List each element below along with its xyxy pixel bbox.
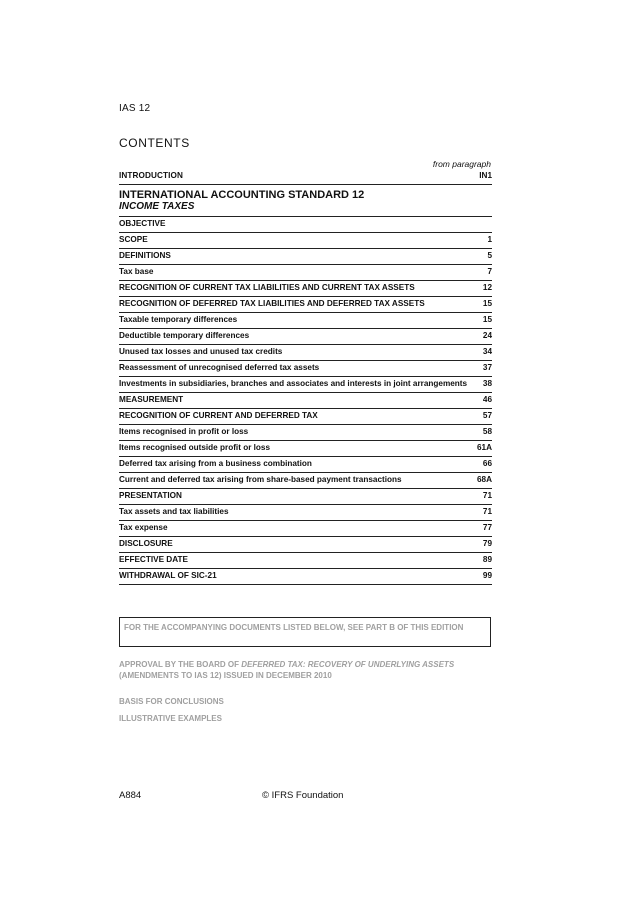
copyright: © IFRS Foundation <box>262 790 344 801</box>
toc-row[interactable] <box>119 249 492 265</box>
from-paragraph-label: from paragraph <box>432 159 491 169</box>
toc-label: MEASUREMENT <box>119 395 184 404</box>
toc-label: OBJECTIVE <box>119 219 166 228</box>
toc-label: Deferred tax arising from a business combination <box>119 459 312 468</box>
toc-paragraph: 89 <box>482 555 492 564</box>
toc-row[interactable] <box>119 233 492 249</box>
toc-paragraph: 79 <box>482 539 492 548</box>
toc-row[interactable] <box>119 537 492 553</box>
toc-paragraph: 99 <box>482 571 492 580</box>
toc-row[interactable] <box>119 457 492 473</box>
toc-row[interactable] <box>119 361 492 377</box>
illustrative-examples-entry[interactable]: ILLUSTRATIVE EXAMPLES <box>119 714 222 723</box>
toc-label: Deductible temporary differences <box>119 331 250 340</box>
approval-title: DEFERRED TAX: RECOVERY OF UNDERLYING ASSETS <box>241 660 455 669</box>
toc-row[interactable] <box>119 425 492 441</box>
basis-for-conclusions-entry[interactable]: BASIS FOR CONCLUSIONS <box>119 697 224 706</box>
toc-label: DISCLOSURE <box>119 539 173 548</box>
toc-row[interactable] <box>119 281 492 297</box>
contents-title: CONTENTS <box>119 136 190 150</box>
table-of-contents <box>119 169 492 585</box>
toc-row[interactable] <box>119 441 492 457</box>
toc-label: Tax expense <box>119 523 168 532</box>
toc-label: RECOGNITION OF CURRENT AND DEFERRED TAX <box>119 411 318 420</box>
toc-label: Current and deferred tax arising from share-based payment transactions <box>119 475 402 484</box>
toc-paragraph: 71 <box>482 491 492 500</box>
toc-paragraph: 58 <box>482 427 492 436</box>
toc-introduction[interactable] <box>119 169 492 185</box>
page-number: A884 <box>119 790 142 801</box>
toc-row[interactable] <box>119 409 492 425</box>
toc-label: Items recognised in profit or loss <box>119 427 249 436</box>
approval-entry[interactable] <box>119 660 459 681</box>
toc-label: PRESENTATION <box>119 491 182 500</box>
running-header: IAS 12 <box>119 103 151 114</box>
toc-paragraph: 46 <box>482 395 492 404</box>
toc-paragraph: 61A <box>476 443 492 452</box>
toc-paragraph: 12 <box>482 283 492 292</box>
toc-row[interactable] <box>119 553 492 569</box>
toc-row[interactable] <box>119 217 492 233</box>
toc-label: Items recognised outside profit or loss <box>119 443 271 452</box>
toc-paragraph: 66 <box>482 459 492 468</box>
toc-label: SCOPE <box>119 235 148 244</box>
standard-subtitle: INCOME TAXES <box>119 201 195 212</box>
toc-paragraph: 7 <box>487 267 492 276</box>
toc-paragraph: 34 <box>482 347 492 356</box>
toc-row[interactable] <box>119 521 492 537</box>
toc-paragraph: 77 <box>482 523 492 532</box>
approval-suffix: (AMENDMENTS TO IAS 12) ISSUED IN DECEMBER 2010 <box>119 670 332 680</box>
toc-row[interactable] <box>119 393 492 409</box>
toc-paragraph: 15 <box>482 315 492 324</box>
standard-title: INTERNATIONAL ACCOUNTING STANDARD 12 <box>119 189 365 201</box>
toc-paragraph: 57 <box>482 411 492 420</box>
toc-paragraph: IN1 <box>479 171 492 180</box>
toc-paragraph: 24 <box>482 331 492 340</box>
toc-label: RECOGNITION OF DEFERRED TAX LIABILITIES AND DEFERRED TAX ASSETS <box>119 299 425 308</box>
toc-paragraph: 1 <box>487 235 492 244</box>
toc-paragraph: 68A <box>476 475 492 484</box>
toc-label: Reassessment of unrecognised deferred tax assets <box>119 363 320 372</box>
toc-row[interactable] <box>119 473 492 489</box>
toc-row[interactable] <box>119 377 492 393</box>
toc-label: Taxable temporary differences <box>119 315 238 324</box>
toc-row[interactable] <box>119 489 492 505</box>
toc-label: Tax base <box>119 267 154 276</box>
toc-row[interactable] <box>119 265 492 281</box>
toc-row[interactable] <box>119 313 492 329</box>
toc-row[interactable] <box>119 345 492 361</box>
toc-row[interactable] <box>119 297 492 313</box>
toc-label: Unused tax losses and unused tax credits <box>119 347 283 356</box>
toc-label: RECOGNITION OF CURRENT TAX LIABILITIES AND CURRENT TAX ASSETS <box>119 283 415 292</box>
approval-prefix: APPROVAL BY THE BOARD OF <box>119 660 242 669</box>
toc-paragraph: 71 <box>482 507 492 516</box>
toc-paragraph: 5 <box>487 251 492 260</box>
toc-label: EFFECTIVE DATE <box>119 555 188 564</box>
accompanying-documents-note: FOR THE ACCOMPANYING DOCUMENTS LISTED BELOW, SEE PART B OF THIS EDITION <box>119 617 491 647</box>
toc-label: DEFINITIONS <box>119 251 171 260</box>
standard-heading <box>119 185 492 217</box>
toc-label: INTRODUCTION <box>119 171 183 180</box>
toc-label: WITHDRAWAL OF SIC-21 <box>119 571 217 580</box>
toc-label: Tax assets and tax liabilities <box>119 507 229 516</box>
toc-row[interactable] <box>119 329 492 345</box>
toc-items <box>119 217 492 585</box>
toc-row[interactable] <box>119 569 492 585</box>
toc-paragraph: 15 <box>482 299 492 308</box>
toc-label: Investments in subsidiaries, branches and associates and interests in joint arrangements <box>119 379 468 388</box>
toc-row[interactable] <box>119 505 492 521</box>
toc-paragraph: 37 <box>482 363 492 372</box>
toc-paragraph: 38 <box>482 379 492 388</box>
